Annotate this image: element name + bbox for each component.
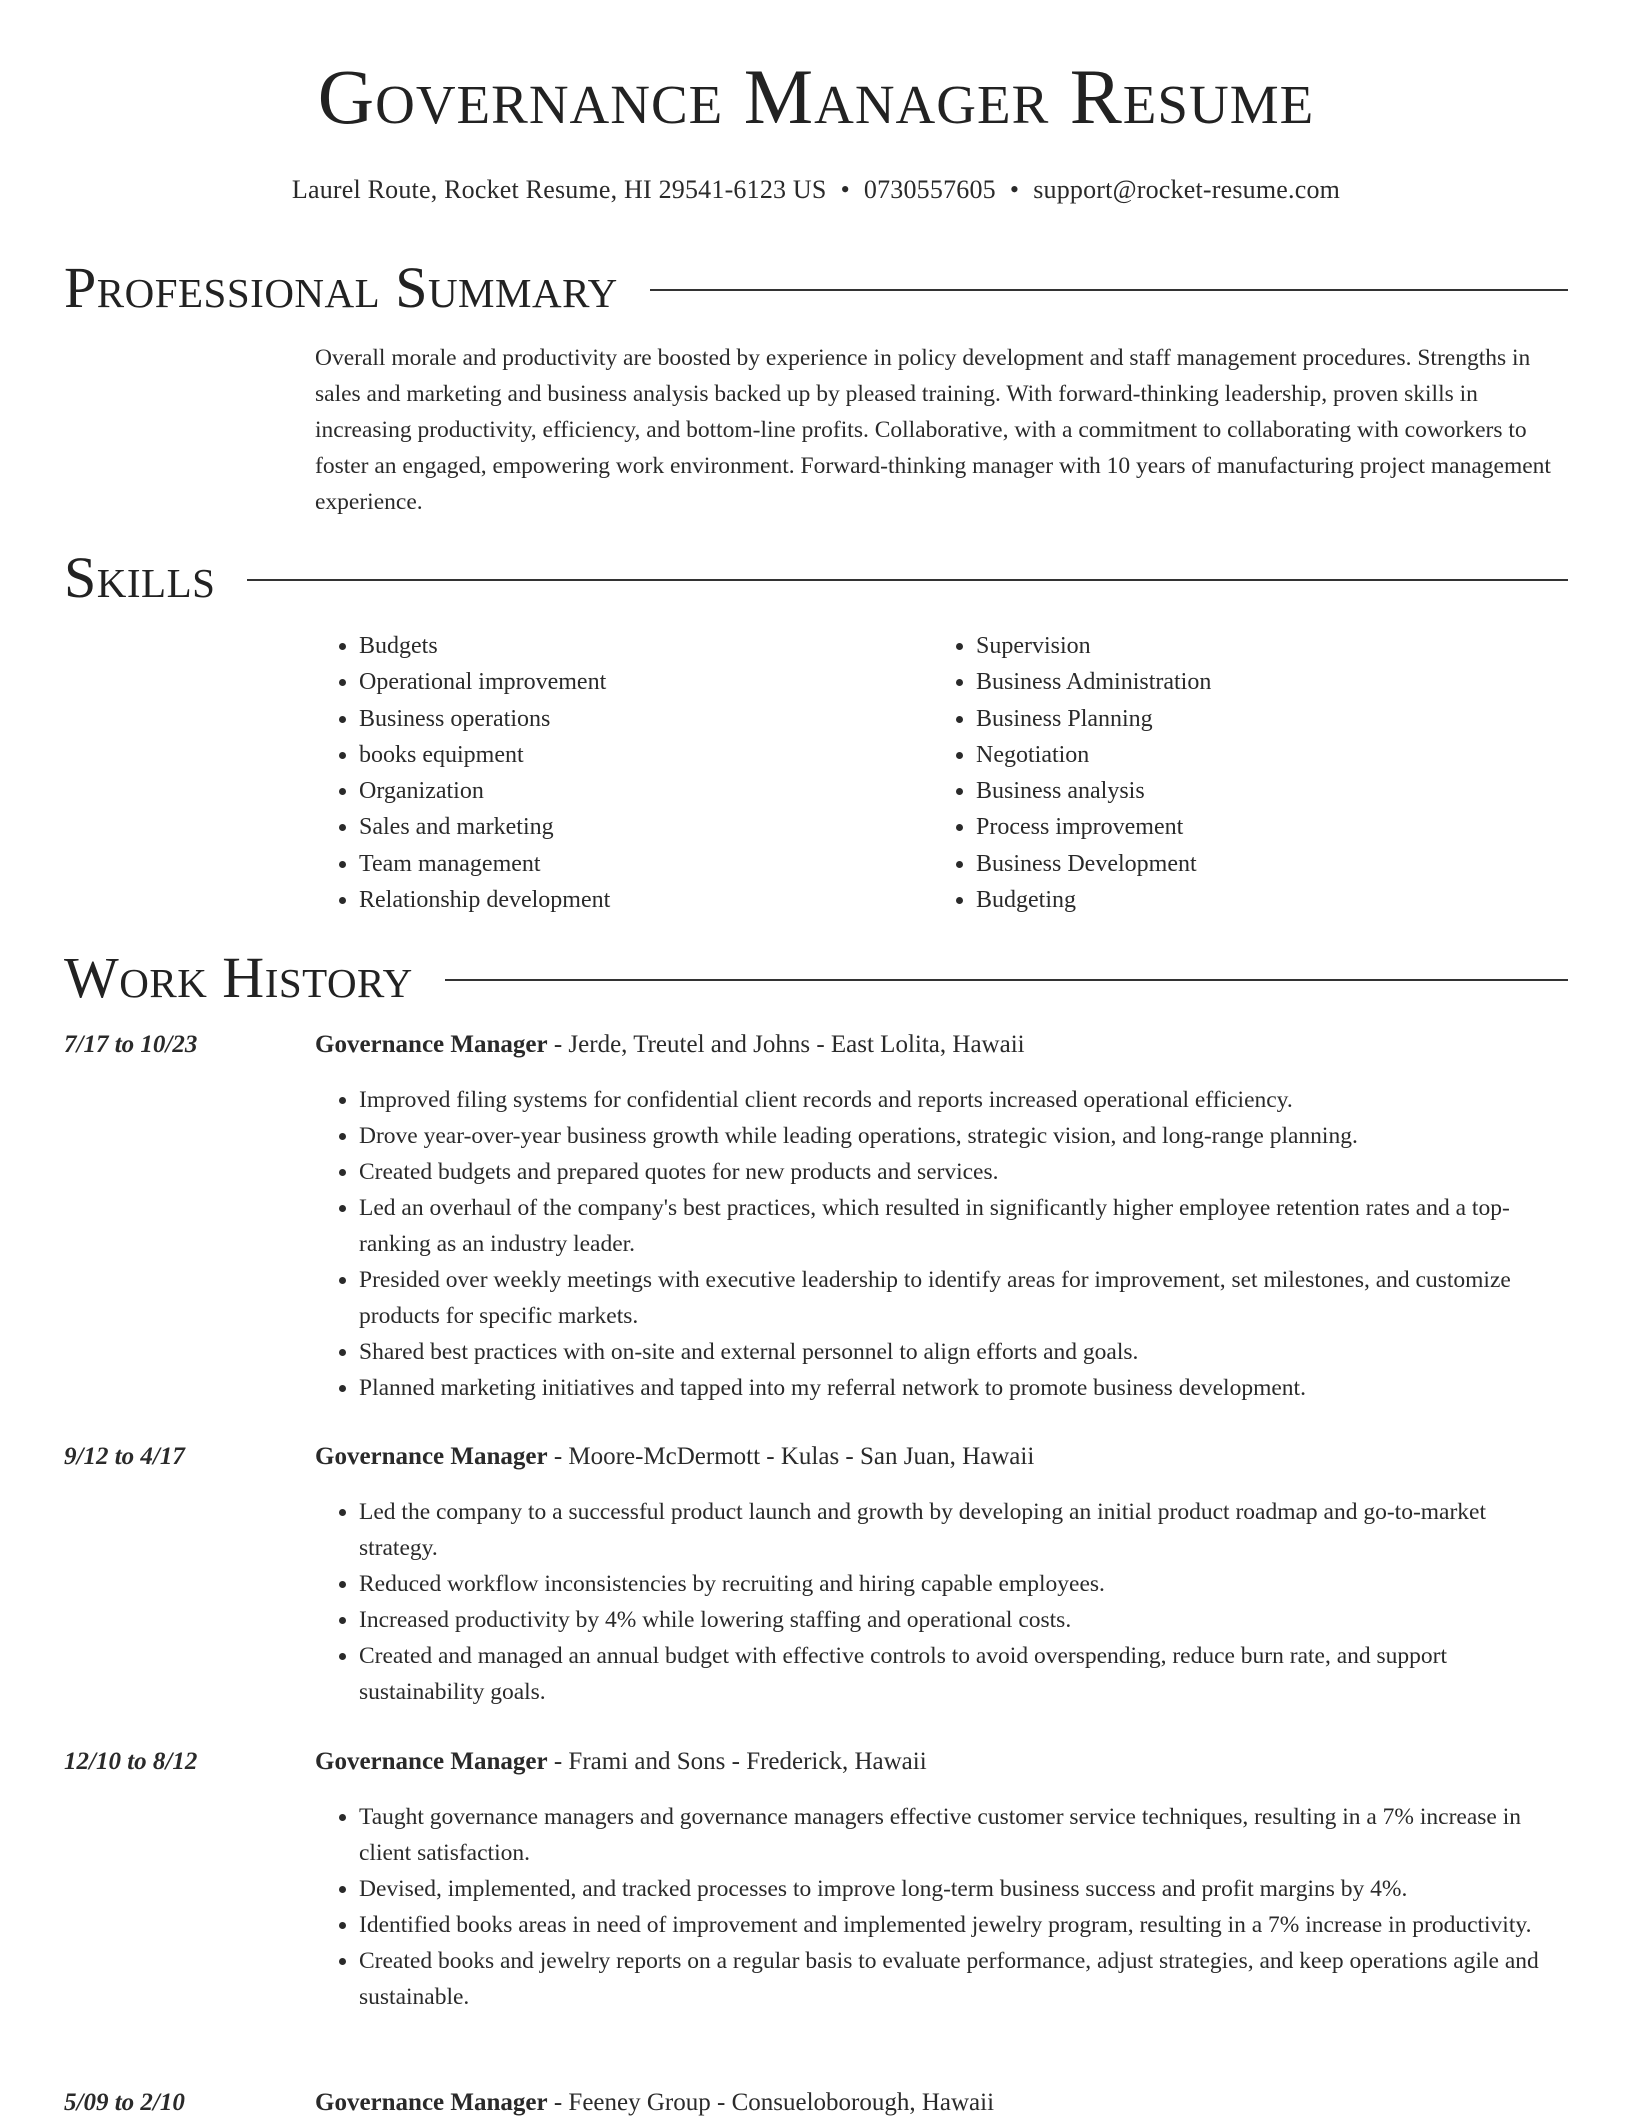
section-divider [445, 979, 1568, 981]
job-dates: 5/09 to 2/10 [64, 2089, 185, 2116]
section-divider [650, 289, 1568, 291]
job-bullet: • Presided over weekly meetings with executive leadership to identify areas for improvement, set milestones, and customize products for specific markets. [359, 1262, 1568, 1334]
section-title-summary: Professional Summary [64, 255, 618, 320]
contact-address: Laurel Route, Rocket Resume, HI 29541-6123 US [291, 175, 827, 204]
job-bullet-list [315, 1082, 1568, 1406]
skill-item: • Business Administration [976, 664, 1211, 700]
job-bullet: • Reduced workflow inconsistencies by recruiting and hiring capable employees. [359, 1566, 1568, 1602]
skill-item: • Budgeting [976, 882, 1211, 918]
skill-item: • Business analysis [976, 773, 1211, 809]
skill-item: • Sales and marketing [359, 809, 610, 845]
job-dates: 7/17 to 10/23 [64, 1031, 198, 1058]
job-heading [315, 1443, 1034, 1471]
job-title: Governance Manager [315, 2089, 548, 2116]
contact-phone: 0730557605 [863, 175, 996, 204]
contact-email: support@rocket-resume.com [1033, 175, 1341, 204]
job-dates: 9/12 to 4/17 [64, 1443, 185, 1470]
job-heading [315, 1748, 927, 1776]
contact-line [0, 175, 1632, 205]
skills-list-right [932, 628, 1211, 918]
skill-item: • Business Planning [976, 701, 1211, 737]
job-bullet: • Led an overhaul of the company's best practices, which resulted in significantly higher employee retention rates and a top-ranking as an industry leader. [359, 1190, 1568, 1262]
section-title-skills: Skills [64, 545, 216, 610]
job-title: Governance Manager [315, 1748, 548, 1775]
job-bullet: • Devised, implemented, and tracked processes to improve long-term business success and profit margins by 4%. [359, 1871, 1568, 1907]
job-heading [315, 1031, 1025, 1059]
section-title-work-history: Work History [64, 945, 413, 1010]
page-title: Governance Manager Resume [317, 53, 1315, 140]
skills-list-left [315, 628, 610, 918]
job-bullet: • Improved filing systems for confidential client records and reports increased operational efficiency. [359, 1082, 1568, 1118]
skill-item: • Negotiation [976, 737, 1211, 773]
job-bullet: • Planned marketing initiatives and tapped into my referral network to promote business development. [359, 1370, 1568, 1406]
skill-item: • Operational improvement [359, 664, 610, 700]
job-employer: - Feeney Group - Consueloborough, Hawaii [547, 2089, 995, 2116]
job-bullet: • Led the company to a successful product launch and growth by developing an initial product roadmap and go-to-market strategy. [359, 1494, 1568, 1566]
job-bullet: • Increased productivity by 4% while lowering staffing and operational costs. [359, 1602, 1568, 1638]
skill-item: • Budgets [359, 628, 610, 664]
job-title: Governance Manager [315, 1031, 548, 1058]
summary-text: Overall morale and productivity are boosted by experience in policy development and staff management procedures. Strengths in sales and marketing and business analysis backed up by pleased training. With forward-thinking leadership, proven skills in increasing productivity, efficiency, and bottom-line profits. Collaborative, with a commitment to collaborating with coworkers to foster an engaged, empowering work environment. Forward-thinking manager with 10 years of manufacturing project management experience. [315, 345, 1551, 515]
job-title: Governance Manager [315, 1443, 548, 1470]
job-bullet: • Created budgets and prepared quotes for new products and services. [359, 1154, 1568, 1190]
job-bullet: • Identified books areas in need of improvement and implemented jewelry program, resulting in a 7% increase in productivity. [359, 1907, 1568, 1943]
contact-separator: • [1009, 175, 1020, 204]
skill-item: • Business operations [359, 701, 610, 737]
section-header-summary [64, 255, 1568, 320]
job-employer: - Frami and Sons - Frederick, Hawaii [547, 1748, 927, 1775]
job-bullet: • Drove year-over-year business growth while leading operations, strategic vision, and long-range planning. [359, 1118, 1568, 1154]
job-bullet: • Created and managed an annual budget with effective controls to avoid overspending, reduce burn rate, and support sustainability goals. [359, 1638, 1568, 1710]
skill-item: • Supervision [976, 628, 1211, 664]
skill-item: • Business Development [976, 846, 1211, 882]
job-employer: - Jerde, Treutel and Johns - East Lolita, Hawaii [547, 1031, 1025, 1058]
job-bullet-list [315, 1799, 1568, 2015]
job-heading [315, 2089, 994, 2117]
job-employer: - Moore-McDermott - Kulas - San Juan, Hawaii [547, 1443, 1035, 1470]
job-bullet: • Created books and jewelry reports on a regular basis to evaluate performance, adjust strategies, and keep operations agile and sustainable. [359, 1943, 1568, 2015]
skill-item: • Team management [359, 846, 610, 882]
job-dates: 12/10 to 8/12 [64, 1748, 198, 1775]
skill-item: • Organization [359, 773, 610, 809]
skill-item: • Relationship development [359, 882, 610, 918]
job-bullet-list [315, 1494, 1568, 1710]
section-header-work-history [64, 945, 1568, 1010]
contact-separator: • [840, 175, 850, 204]
skill-item: • books equipment [359, 737, 610, 773]
skill-item: • Process improvement [976, 809, 1211, 845]
section-header-skills [64, 545, 1568, 610]
job-bullet: • Shared best practices with on-site and external personnel to align efforts and goals. [359, 1334, 1568, 1370]
job-bullet: • Taught governance managers and governance managers effective customer service techniques, resulting in a 7% increase in client satisfaction. [359, 1799, 1568, 1871]
section-divider [247, 579, 1568, 581]
